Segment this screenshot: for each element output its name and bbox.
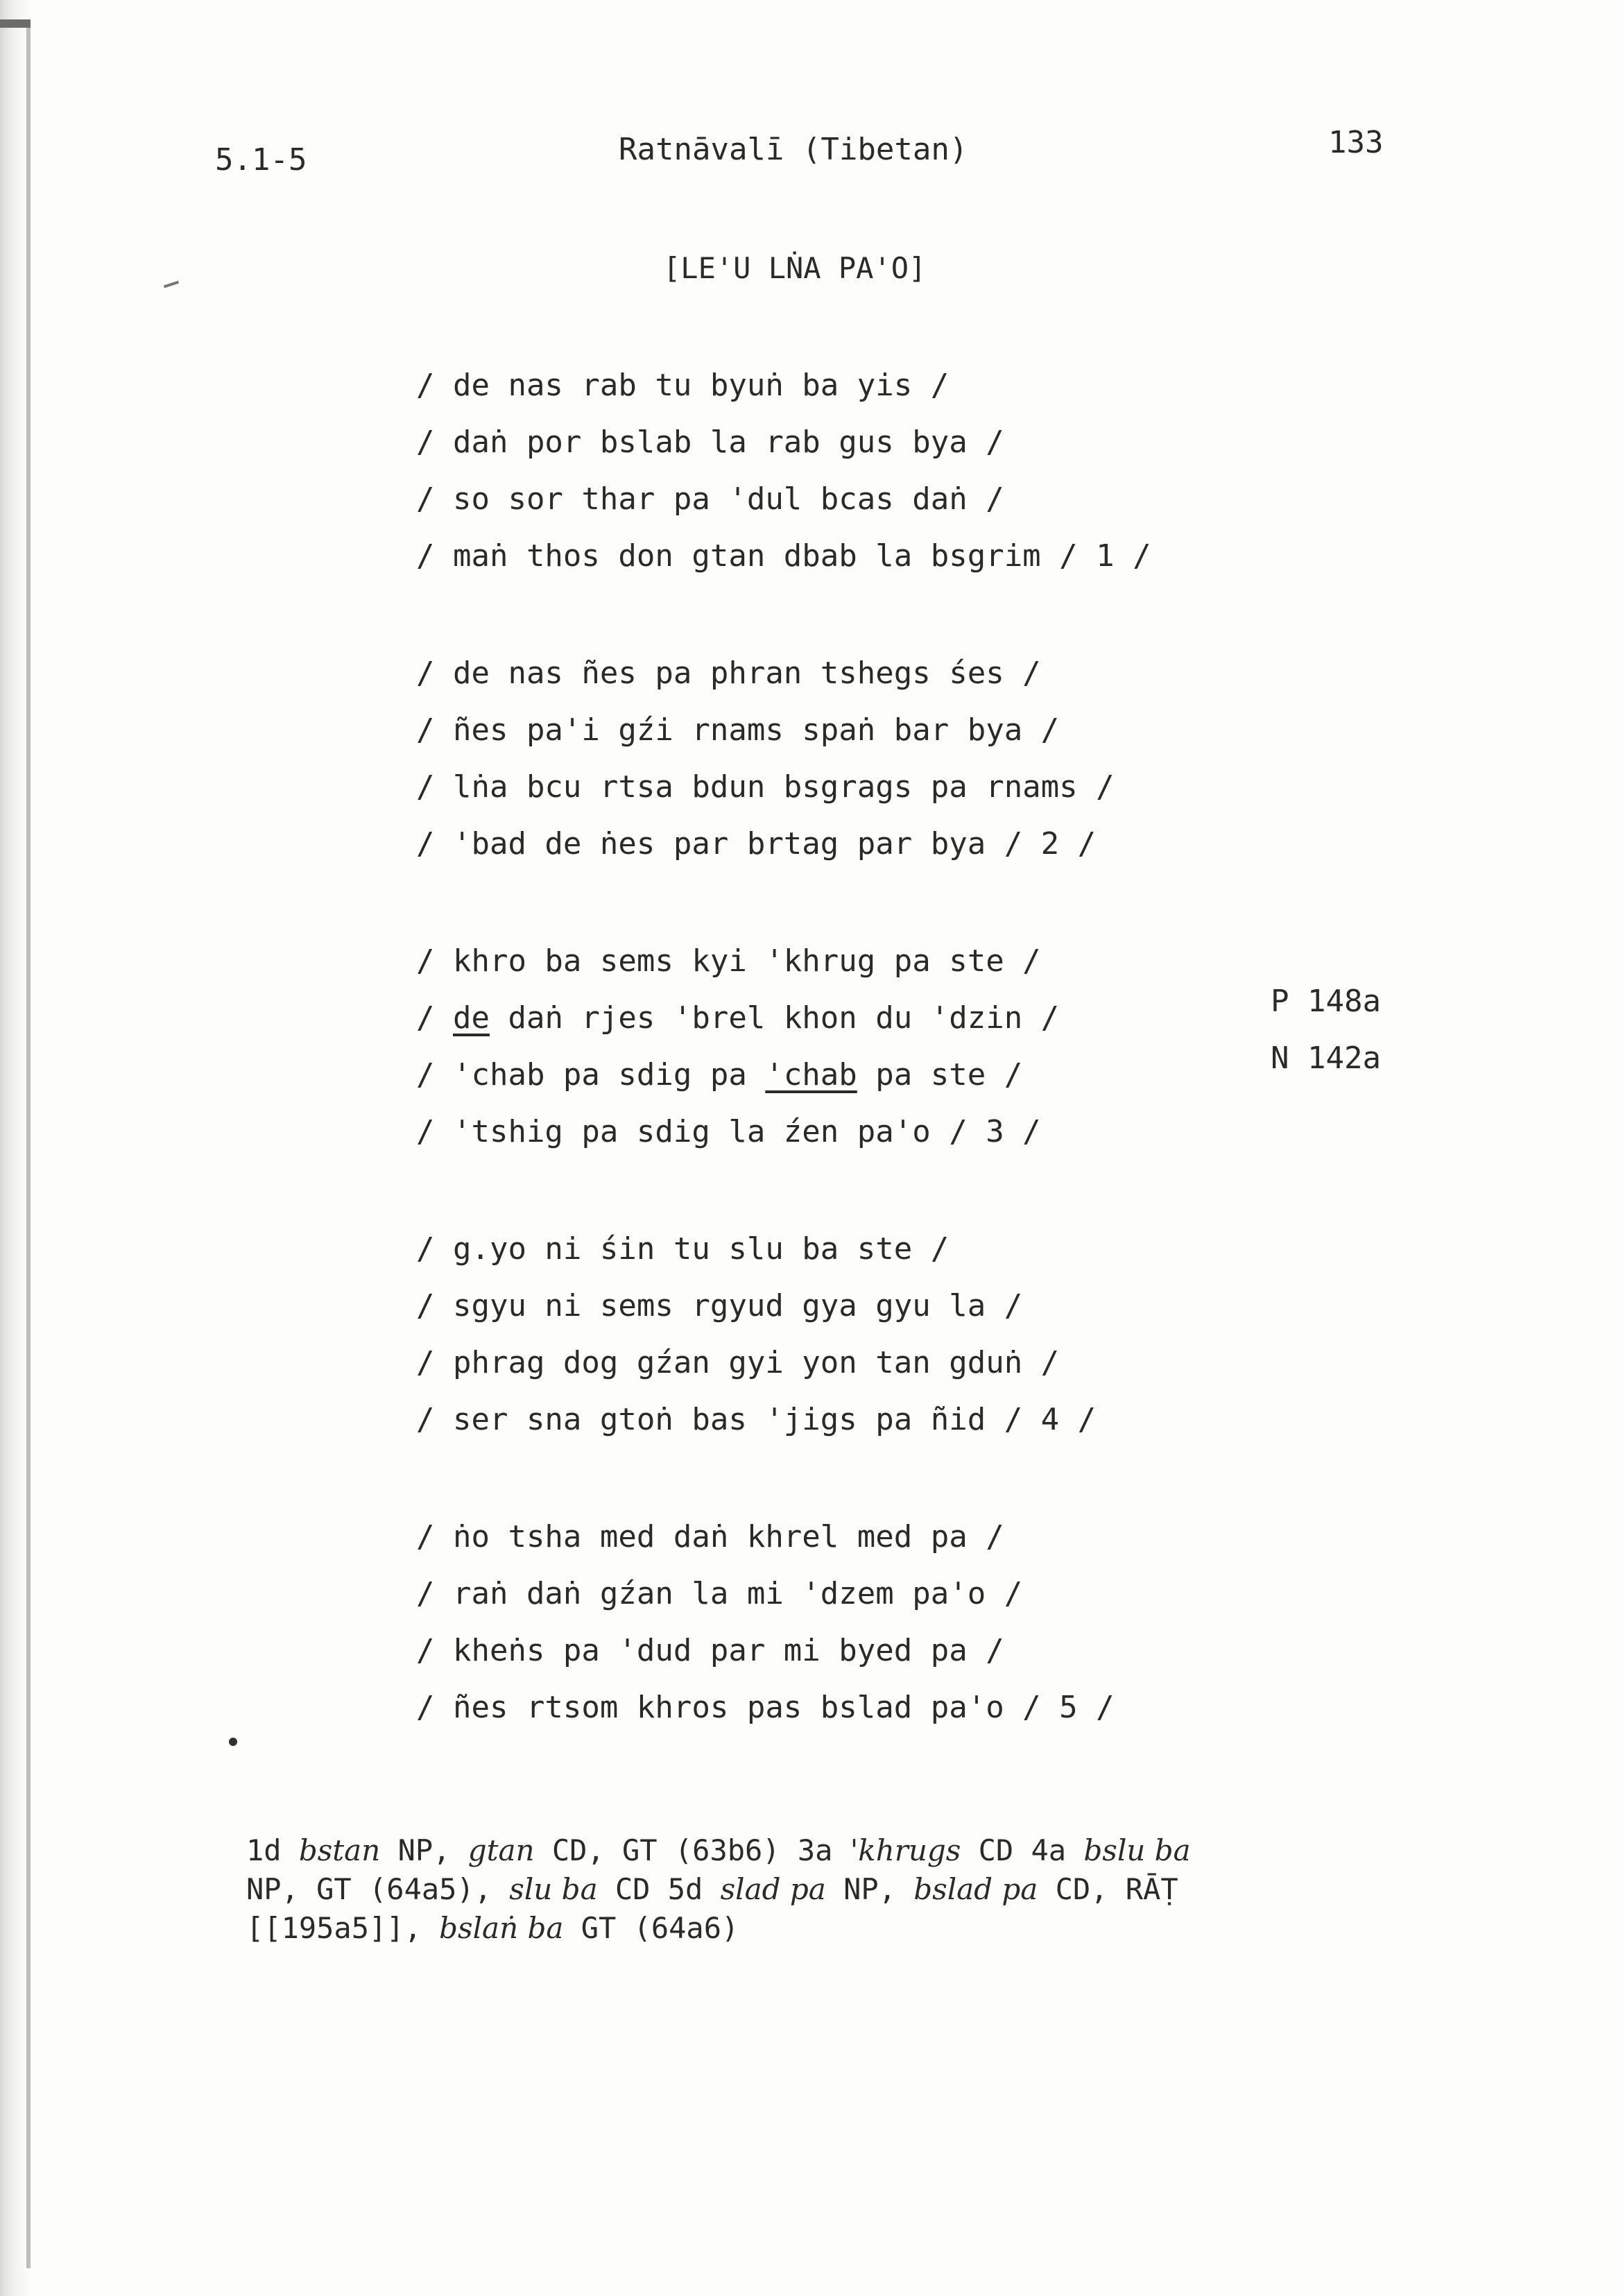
margin-tick-mark <box>164 281 179 289</box>
verse-line: / 'bad de ṅes par brtag par bya / 2 / <box>416 826 1097 862</box>
chapter-heading: [LE'U LṄA PA'O] <box>663 251 927 285</box>
note-text: 1d <box>246 1833 299 1867</box>
verse-line: / so sor thar pa 'dul bcas daṅ / <box>416 481 1004 517</box>
verse-line: / sgyu ni sems rgyud gya gyu la / <box>416 1288 1023 1323</box>
stanza-2 <box>416 645 1318 873</box>
note-text: CD 5d <box>597 1872 721 1906</box>
note-text: NP, <box>380 1833 468 1867</box>
note-text: CD 4a <box>961 1833 1084 1867</box>
verse-line: / daṅ por bslab la rab gus bya / <box>416 425 1004 460</box>
note-text: GT (64a6) <box>563 1911 739 1945</box>
verse-text: / <box>416 1000 453 1036</box>
ink-dot <box>229 1738 237 1746</box>
verse-line: / phrag dog gźan gyi yon tan gduṅ / <box>416 1345 1060 1380</box>
note-variant: 'khrugs <box>850 1833 961 1867</box>
verse-line: / g.yo ni śin tu slu ba ste / <box>416 1231 950 1267</box>
note-text: CD, RĀṬ <box>1038 1872 1178 1906</box>
note-line <box>246 1831 1411 1870</box>
stanza-4 <box>416 1221 1318 1448</box>
note-text: NP, <box>825 1872 914 1906</box>
note-line <box>246 1870 1411 1909</box>
underlined-word: de <box>452 1000 490 1036</box>
verse-line: / de nas ñes pa phran tshegs śes / <box>416 656 1041 691</box>
verse-line: / raṅ daṅ gźan la mi 'dzem pa'o / <box>416 1576 1023 1611</box>
verse-line: / 'tshig pa sdig la źen pa'o / 3 / <box>416 1114 1041 1149</box>
note-text: CD, GT (63b6) 3a <box>534 1833 850 1867</box>
scan-binding-line <box>26 28 31 2268</box>
stanza-5 <box>416 1509 1318 1736</box>
note-variant: slad pa <box>720 1872 826 1906</box>
verse-text: pa ste / <box>857 1057 1023 1093</box>
verse-line: / maṅ thos don gtan dbab la bsgrim / 1 / <box>416 538 1151 574</box>
scan-edge-mark <box>0 19 31 28</box>
verse-text: daṅ rjes 'brel khon du 'dzin / <box>489 1000 1060 1036</box>
verse-line-underlined <box>416 990 1318 1047</box>
note-variant: bslu ba <box>1083 1833 1191 1867</box>
note-variant: bslad pa <box>913 1872 1038 1906</box>
stanza-1 <box>416 357 1318 585</box>
underlined-word: 'chab <box>765 1057 857 1093</box>
verse-line-underlined <box>416 1047 1318 1104</box>
page-number: 133 <box>1328 125 1384 160</box>
verse-line: / ṅo tsha med daṅ khrel med pa / <box>416 1519 1004 1554</box>
verse-line: / ñes rtsom khros pas bslad pa'o / 5 / <box>416 1690 1115 1725</box>
textual-notes <box>246 1831 1411 1948</box>
note-variant: slu ba <box>509 1872 598 1906</box>
verse-line: / khro ba sems kyi 'khrug pa ste / <box>416 943 1041 979</box>
note-text: [[195a5]], <box>246 1911 440 1945</box>
section-number: 5.1-5 <box>215 142 307 178</box>
note-variant: bslaṅ ba <box>439 1911 564 1945</box>
note-variant: gtan <box>467 1833 535 1867</box>
verse-text: / 'chab pa sdig pa <box>416 1057 766 1093</box>
note-variant: bstan <box>298 1833 381 1867</box>
margin-reference-p: P 148a <box>1271 984 1381 1019</box>
verse-line: / ñes pa'i gźi rnams spaṅ bar bya / <box>416 712 1060 748</box>
verse-line: / lṅa bcu rtsa bdun bsgrags pa rnams / <box>416 769 1115 805</box>
verse-line: / kheṅs pa 'dud par mi byed pa / <box>416 1633 1004 1668</box>
verse-line: / de nas rab tu byuṅ ba yis / <box>416 368 950 403</box>
note-text: NP, GT (64a5), <box>246 1872 510 1906</box>
page-title: Ratnāvalī (Tibetan) <box>619 132 968 167</box>
stanza-3 <box>416 933 1318 1160</box>
verse-line: / ser sna gtoṅ bas 'jigs pa ñid / 4 / <box>416 1402 1097 1437</box>
margin-reference-n: N 142a <box>1271 1040 1381 1076</box>
note-line <box>246 1909 1411 1948</box>
